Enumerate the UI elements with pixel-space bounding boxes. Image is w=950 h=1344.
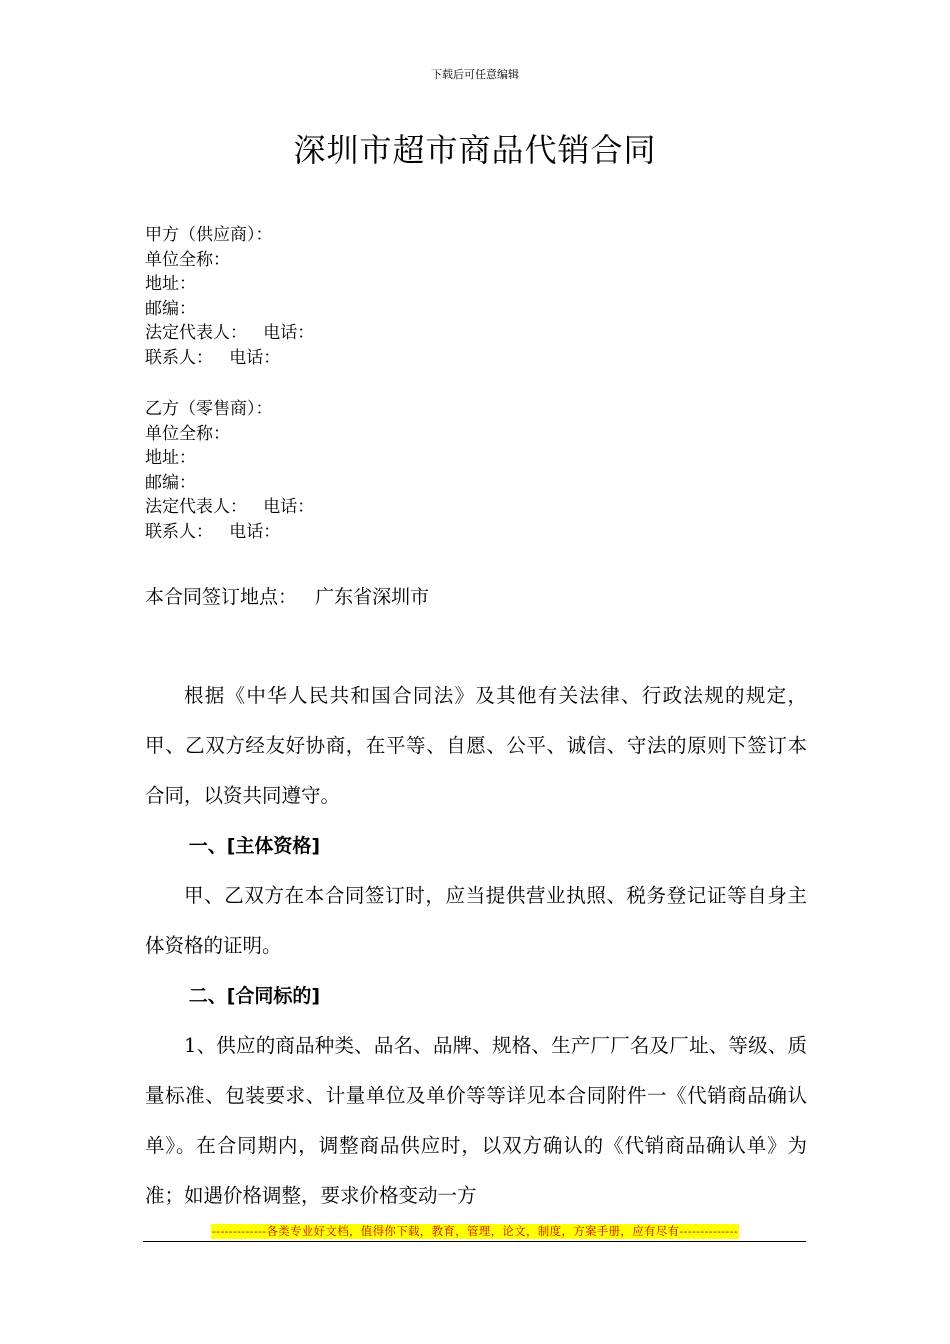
section-2-heading: 二、[合同标的] [188, 985, 321, 1007]
signing-place: 本合同签订地点： 广东省深圳市 [145, 586, 430, 608]
party-a-heading: 甲方（供应商）： [145, 225, 273, 245]
section-1-heading: 一、[主体资格] [188, 835, 321, 857]
footer-divider [143, 1241, 806, 1242]
party-b-legal-representative: 法定代表人： 电话： [145, 497, 315, 518]
party-b-address: 地址： [145, 448, 196, 469]
party-b-postcode: 邮编： [145, 472, 196, 493]
footer-banner-text: -------------各类专业好文档，值得你下载，教育，管理，论文，制度，方案手册，应有尽有-------------- [211, 1224, 738, 1238]
footer-banner [0, 1220, 950, 1239]
party-a-postcode: 邮编： [145, 298, 196, 319]
party-b-block [145, 397, 805, 545]
party-b-company-name: 单位全称： [145, 423, 230, 444]
header-note: 下载后可任意编辑 [431, 68, 519, 81]
party-a-address: 地址： [145, 274, 196, 295]
document-title: 深圳市超市商品代销合同 [293, 131, 657, 169]
party-b-heading: 乙方（零售商）： [145, 399, 273, 419]
party-a-contact-person: 联系人： 电话： [145, 347, 281, 368]
party-a-block [145, 223, 805, 371]
section-2-paragraph: 1、供应的商品种类、品名、品牌、规格、生产厂厂名及厂址、等级、质量标准、包装要求、计量单位及单价等等详见本合同附件一《代销商品确认单》。在合同期内，调整商品供应时，以双方确认的《代销商品确认单》为准；如遇价格调整，要求价格变动一方 [145, 1034, 807, 1207]
section-1-paragraph: 甲、乙双方在本合同签订时，应当提供营业执照、税务登记证等自身主体资格的证明。 [145, 884, 807, 957]
intro-paragraph: 根据《中华人民共和国合同法》及其他有关法律、行政法规的规定，甲、乙双方经友好协商，在平等、自愿、公平、诚信、守法的原则下签订本合同，以资共同遵守。 [145, 684, 807, 807]
contract-body [145, 671, 807, 1221]
party-a-legal-representative: 法定代表人： 电话： [145, 323, 315, 344]
party-a-company-name: 单位全称： [145, 249, 230, 270]
party-b-contact-person: 联系人： 电话： [145, 521, 281, 542]
